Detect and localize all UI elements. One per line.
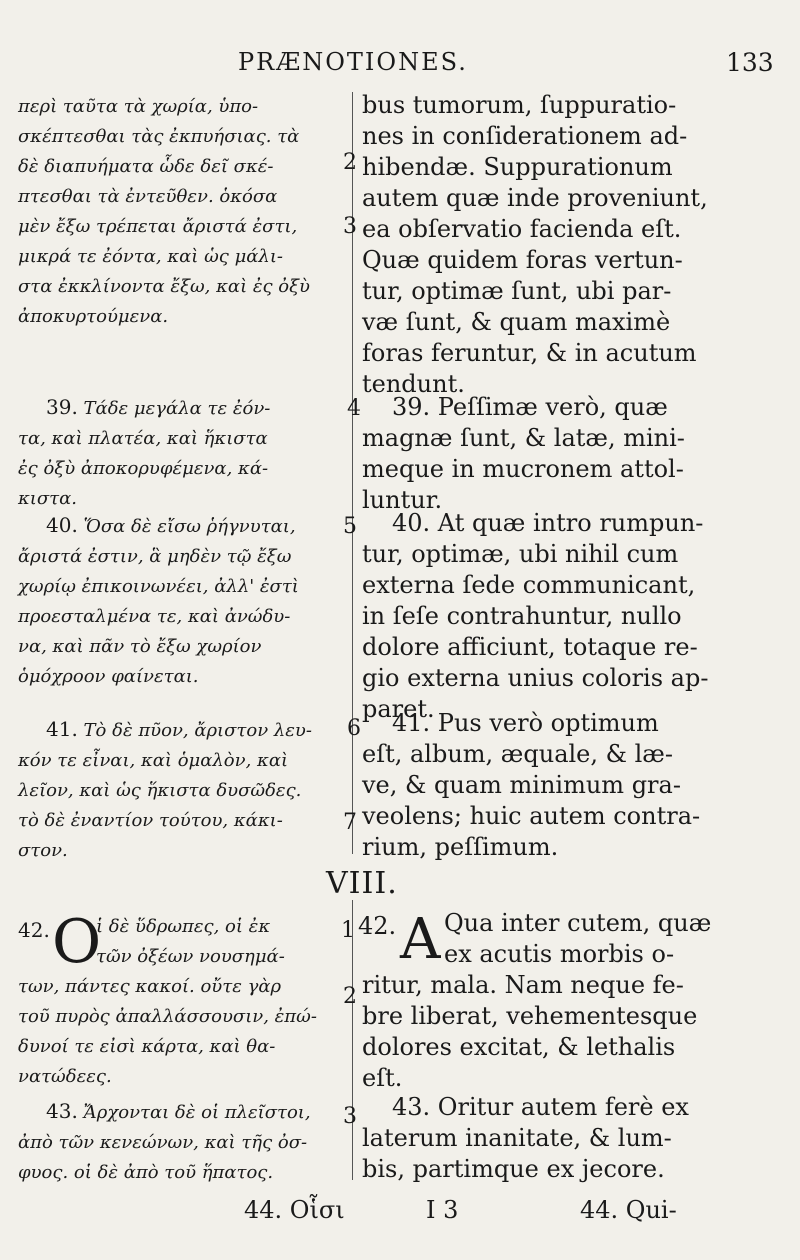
section-number: 39.	[46, 395, 78, 419]
margin-number: 3	[343, 214, 357, 239]
latin-line: meque in mucronem attol-	[362, 455, 684, 483]
latin-line: 41. Pus verò optimum	[392, 709, 659, 737]
latin-line: foras feruntur, & in acutum	[362, 339, 697, 367]
latin-line: Quæ quidem foras vertun-	[362, 246, 683, 274]
greek-line: περὶ ταῦτα τὰ χωρία, ὑπο-	[18, 96, 259, 117]
greek-line: νατώδεες.	[18, 1066, 112, 1087]
latin-line: tur, optimæ ſunt, ubi par-	[362, 277, 672, 305]
latin-line: bus tumorum, ſuppuratio-	[362, 91, 677, 119]
latin-line: 40. At quæ intro rumpun-	[392, 509, 704, 537]
greek-line: λεῖον, καὶ ὡς ἥκιστα δυσῶδες.	[18, 780, 302, 801]
greek-line: τοῦ πυρὸς ἀπαλλάσσουσιν, ἐπώ-	[18, 1006, 317, 1027]
latin-line: luntur.	[362, 486, 443, 514]
greek-line: ἐς ὀξὺ ἀποκορυφέμενα, κά-	[18, 458, 269, 479]
latin-paragraph-intro	[362, 90, 792, 400]
greek-line: φυος. οἱ δὲ ἀπὸ τοῦ ἥπατος.	[18, 1162, 274, 1183]
latin-line: tur, optimæ, ubi nihil cum	[362, 540, 679, 568]
latin-line: dolores excitat, & lethalis	[362, 1033, 676, 1061]
greek-line	[18, 392, 344, 424]
greek-line: μὲν ἔξω τρέπεται ἄριστά ἐστι,	[18, 216, 298, 237]
latin-line: Qua inter cutem, quæ	[444, 909, 712, 937]
latin-line: ve, & quam minimum gra-	[362, 771, 681, 799]
greek-paragraph-43	[18, 1096, 344, 1188]
latin-line: laterum inanitate, & lum-	[362, 1124, 672, 1152]
greek-line	[18, 714, 344, 746]
latin-line: externa ſede communicant,	[362, 571, 696, 599]
greek-line: κόν τε εἶναι, καὶ ὁμαλὸν, καὶ	[18, 750, 289, 771]
greek-paragraph-41	[18, 714, 344, 866]
greek-line: τὸ δὲ ἐναντίον τούτου, κάκι-	[18, 810, 283, 831]
latin-line: gio externa unius coloris ap-	[362, 664, 709, 692]
greek-line	[18, 1096, 344, 1128]
greek-line: τα, καὶ πλατέα, καὶ ἥκιστα	[18, 428, 268, 449]
greek-line: πτεσθαι τὰ ἐντεῦθεν. ὁκόσα	[18, 186, 278, 207]
greek-line: ἱ δὲ ὕδρωπες, οἱ ἐκ	[96, 916, 271, 937]
greek-catchword: 44. Οἷσι	[244, 1196, 345, 1224]
margin-number: 2	[343, 984, 357, 1009]
latin-line: 43. Oritur autem ferè ex	[392, 1093, 689, 1121]
latin-line: bre liberat, vehementesque	[362, 1002, 698, 1030]
latin-line: veolens; huic autem contra-	[362, 802, 701, 830]
latin-line: væ ſunt, & quam maximè	[362, 308, 671, 336]
greek-line: μικρά τε ἐόντα, καὶ ὡς μάλι-	[18, 246, 283, 267]
greek-line: των, πάντες κακοί. οὔτε γὰρ	[18, 976, 282, 997]
page-number: 133	[726, 48, 774, 77]
latin-line: ritur, mala. Nam neque fe-	[362, 971, 684, 999]
latin-line: in ſeſe contrahuntur, nullo	[362, 602, 682, 630]
latin-line: bis, partimque ex jecore.	[362, 1155, 665, 1183]
greek-line: τῶν ὀξέων νουσημά-	[96, 946, 285, 967]
margin-number: 7	[343, 810, 357, 835]
latin-line: magnæ ſunt, & latæ, mini-	[362, 424, 685, 452]
latin-line: eſt.	[362, 1064, 403, 1092]
greek-line: ὁμόχροον φαίνεται.	[18, 666, 199, 687]
greek-line: δὲ διαπυήματα ὧδε δεῖ σκέ-	[18, 156, 274, 177]
section-number: 41.	[46, 717, 78, 741]
latin-line: 39. Peſſimæ verò, quæ	[392, 393, 668, 421]
latin-paragraph-43	[362, 1092, 792, 1185]
greek-line: δυνοί τε εἰσὶ κάρτα, καὶ θα-	[18, 1036, 276, 1057]
section-heading: VIII.	[326, 866, 398, 901]
greek-paragraph-intro	[18, 92, 344, 332]
greek-line: στον.	[18, 840, 68, 861]
latin-line: paret.	[362, 695, 435, 723]
section-number: 42.	[18, 918, 50, 942]
latin-line: rium, peſſimum.	[362, 833, 559, 861]
latin-line: nes in conſiderationem ad-	[362, 122, 688, 150]
greek-line	[18, 510, 344, 542]
latin-line: tendunt.	[362, 370, 465, 398]
drop-capital: Ο	[52, 907, 102, 977]
greek-paragraph-42	[18, 907, 344, 1092]
latin-paragraph-42	[362, 908, 792, 1094]
greek-line: ἄριστά ἐστιν, ἃ μηδὲν τῷ ἔξω	[18, 546, 292, 567]
margin-number: 3	[343, 1104, 357, 1129]
greek-text: Τάδε μεγάλα τε ἐόν-	[83, 398, 271, 419]
latin-paragraph-40	[362, 508, 792, 725]
greek-text: Τὸ δὲ πῦον, ἄριστον λευ-	[83, 720, 312, 741]
margin-number: 1	[341, 918, 355, 943]
greek-paragraph-39	[18, 392, 344, 514]
margin-number: 4	[347, 396, 361, 421]
greek-text: Ἄρχονται δὲ οἱ πλεῖστοι,	[83, 1102, 311, 1123]
greek-line: στα ἐκκλίνοντα ἔξω, καὶ ἐς ὀξὺ	[18, 276, 310, 297]
greek-line: προεσταλμένα τε, καὶ ἀνώδυ-	[18, 606, 291, 627]
latin-line: dolore afficiunt, totaque re-	[362, 633, 698, 661]
latin-paragraph-41	[362, 708, 792, 863]
margin-number: 5	[343, 514, 357, 539]
latin-line: ea obſervatio facienda eſt.	[362, 215, 682, 243]
greek-line: ἀπὸ τῶν κενεώνων, καὶ τῆς ὀσ-	[18, 1132, 308, 1153]
latin-paragraph-39	[362, 392, 792, 516]
greek-line: ἀποκυρτούμενα.	[18, 306, 169, 327]
section-number: 42.	[358, 912, 397, 940]
latin-line: hibendæ. Suppurationum	[362, 153, 673, 181]
greek-line: να, καὶ πᾶν τὸ ἔξω χωρίον	[18, 636, 262, 657]
latin-line: autem quæ inde proveniunt,	[362, 184, 708, 212]
drop-capital: A	[400, 907, 441, 972]
section-number: 40.	[46, 513, 78, 537]
section-number: 43.	[46, 1099, 78, 1123]
greek-line: κιστα.	[18, 488, 77, 509]
latin-catchword: 44. Qui-	[580, 1196, 677, 1224]
greek-paragraph-40	[18, 510, 344, 692]
page-header	[0, 48, 800, 88]
greek-line: σκέπτεσθαι τὰς ἐκπυήσιας. τὰ	[18, 126, 300, 147]
greek-text: Ὅσα δὲ εἴσω ῥήγνυται,	[83, 516, 296, 537]
latin-line: ex acutis morbis o-	[444, 940, 675, 968]
margin-number: 6	[347, 716, 361, 741]
latin-line: eſt, album, æquale, & læ-	[362, 740, 673, 768]
signature-mark: I 3	[426, 1196, 459, 1224]
greek-line: χωρίῳ ἐπικοινωνέει, ἀλλ' ἐστὶ	[18, 576, 299, 597]
running-title: PRÆNOTIONES.	[238, 48, 468, 76]
margin-number: 2	[343, 150, 357, 175]
